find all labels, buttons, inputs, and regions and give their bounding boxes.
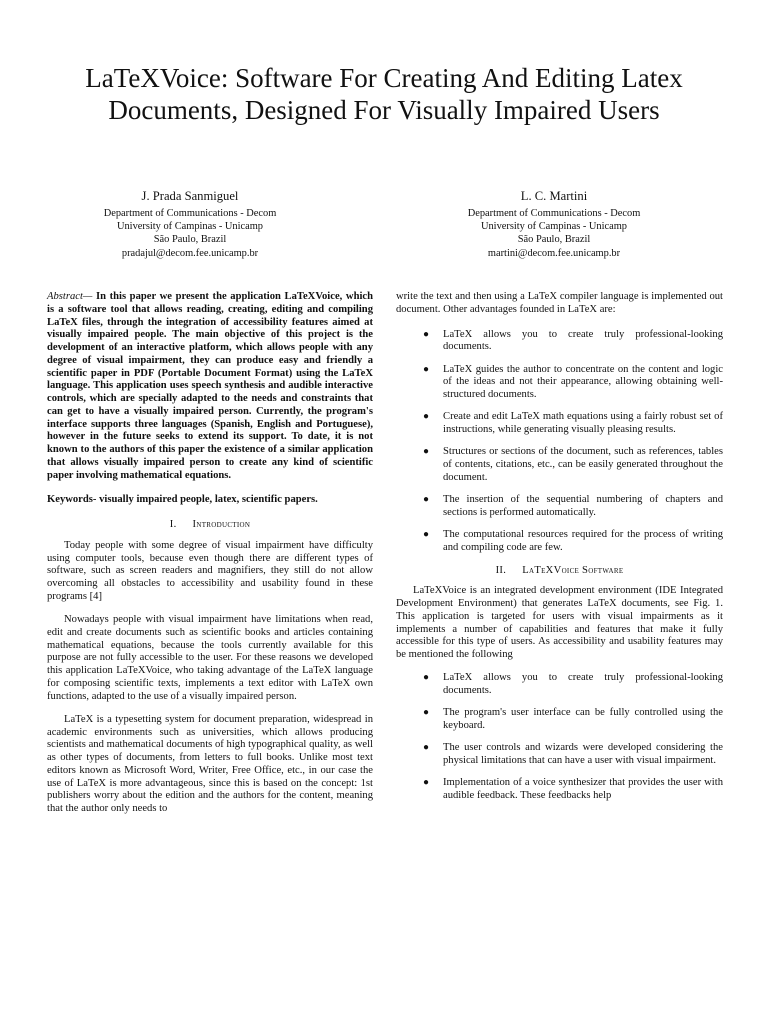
abstract: [47, 291, 373, 482]
author-name: J. Prada Sanmiguel: [141, 189, 239, 203]
paragraph: LaTeX is a typesetting system for document preparation, widespread in academic environments such as universities, which allows producing scientists and mathematical documents of high typographical quality, as well as other types of documents, from letters to full books. Unlike most text editors known as Microsoft Word, Writer, Free Office, etc., in our case the use of LaTeX is more advantageous, since this is based on the concept: 1st publishers worry about the edition and the authors for the content, meaning that the author only needs to: [47, 713, 373, 814]
bullet-icon: ●: [423, 707, 430, 719]
paper-title: LaTeXVoice: Software For Creating And Editing Latex Documents, Designed For Visually Impaired Users: [85, 63, 683, 125]
bullet-icon: ●: [423, 328, 430, 340]
author-email: pradajul@decom.fee.unicamp.br: [121, 247, 259, 259]
abstract-label: Abstract—: [47, 291, 93, 302]
section-heading-introduction: I. Introduction: [169, 519, 251, 530]
section-heading-software: II. LaTeXVoice Software: [495, 564, 624, 576]
list-item: ● Implementation of a voice synthesizer that provides the user with audible feedback. These feedbacks help: [423, 777, 723, 801]
list-item: ● The computational resources required for the process of writing and compiling code are few.: [423, 529, 723, 553]
author-name: L. C. Martini: [520, 189, 588, 203]
abstract-text: In this paper we present the application LaTeXVoice, which is a software tool that allows reading, creating, editing and compiling LaTeX files, through the integration of accessibility features aimed at visually impaired people. The main objective of this project is the development of an interactive platform, which allows people with any degree of visual impairment, they can produce easy and friendly a scientific paper in PDF (Portable Document Format) using the LaTeX language. This application uses speech synthesis and audible interactive controls, which are specially adapted to the needs and constraints that can get to have a visually impaired person. Currently, the program's interface supports three languages (Spanish, English and Portuguese), however in the future seeks to extend its support. To date, it is not known to the authors of this paper the existence of a similar application that allows visually impaired person to create any kind of scientific paper involving mathematical equations.: [47, 291, 373, 481]
bullet-icon: ●: [423, 529, 430, 540]
author-university: University of Campinas - Unicamp: [480, 221, 628, 233]
author-block-2: [404, 188, 704, 260]
list-item: ● The program's user interface can be fully controlled using the keyboard.: [423, 707, 723, 731]
author-email: martini@decom.fee.unicamp.br: [487, 247, 621, 259]
advantages-list: [396, 329, 723, 555]
paragraph-continuation: write the text and then using a LaTeX compiler language is implemented out document. Other advantages founded in LaTeX are:: [396, 291, 723, 315]
list-item: ● Structures or sections of the document, such as references, tables of contents, citations, etc., can be easily generated throughout the document.: [423, 446, 723, 483]
left-column: [47, 291, 373, 826]
list-item: ● LaTeX allows you to create truly professional-looking documents.: [423, 328, 723, 353]
author-university: University of Campinas - Unicamp: [116, 221, 264, 233]
author-department: Department of Communications - Decom: [103, 208, 277, 219]
bullet-icon: ●: [423, 672, 430, 684]
list-item: ● LaTeX allows you to create truly professional-looking documents.: [423, 672, 723, 696]
bullet-icon: ●: [423, 742, 430, 754]
author-department: Department of Communications - Decom: [467, 208, 641, 219]
paragraph: LaTeXVoice is an integrated development environment (IDE Integrated Development Environment) that generates LaTeX documents, see Fig. 1. This application is targeted for users with visual impairments as it implements a number of capabilities and features that make it fully accessible for this type of users. As accessibility and usability features may be mentioned the following: [396, 585, 723, 660]
author-city: São Paulo, Brazil: [517, 234, 591, 246]
paragraph: Today people with some degree of visual impairment have difficulty using computer tools, because even though there are different types of software, such as screen readers and magnifiers, they still do not allow overcoming all obstacles to accessibility and usability found in these programs [4]: [47, 539, 373, 602]
list-item: ● The user controls and wizards were developed considering the physical limitations that can have a user with visual impairment.: [423, 742, 723, 766]
list-item: ● Create and edit LaTeX math equations using a fairly robust set of instructions, while generating visually pleasing results.: [423, 411, 723, 435]
bullet-icon: ●: [423, 446, 430, 458]
keywords: Keywords- visually impaired people, latex, scientific papers.: [47, 494, 318, 506]
bullet-icon: ●: [423, 777, 430, 789]
paragraph: Nowadays people with visual impairment have limitations when read, edit and create documents such as scientific books and articles containing mathematical equations, because the tools currently available for this purpose are not fully accessible to the user. For these reasons we developed this application LaTeXVoice, who taking advantage of the LaTeX language for composing scientific texts, implements a text editor with LaTeX own functions, adapted to the use of a visually impaired person.: [47, 614, 373, 702]
bullet-icon: ●: [423, 363, 430, 375]
author-block-1: [40, 188, 340, 260]
right-column: [396, 291, 723, 813]
list-item: ● LaTeX guides the author to concentrate on the content and logic of the ideas and not their appearance, allowing obtaining well-structured documents.: [423, 363, 723, 400]
author-city: São Paulo, Brazil: [153, 234, 227, 246]
features-list: [396, 672, 723, 803]
list-item: ● The insertion of the sequential numbering of chapters and sections is performed automatically.: [423, 494, 723, 518]
bullet-icon: ●: [423, 411, 430, 423]
bullet-icon: ●: [423, 494, 430, 505]
